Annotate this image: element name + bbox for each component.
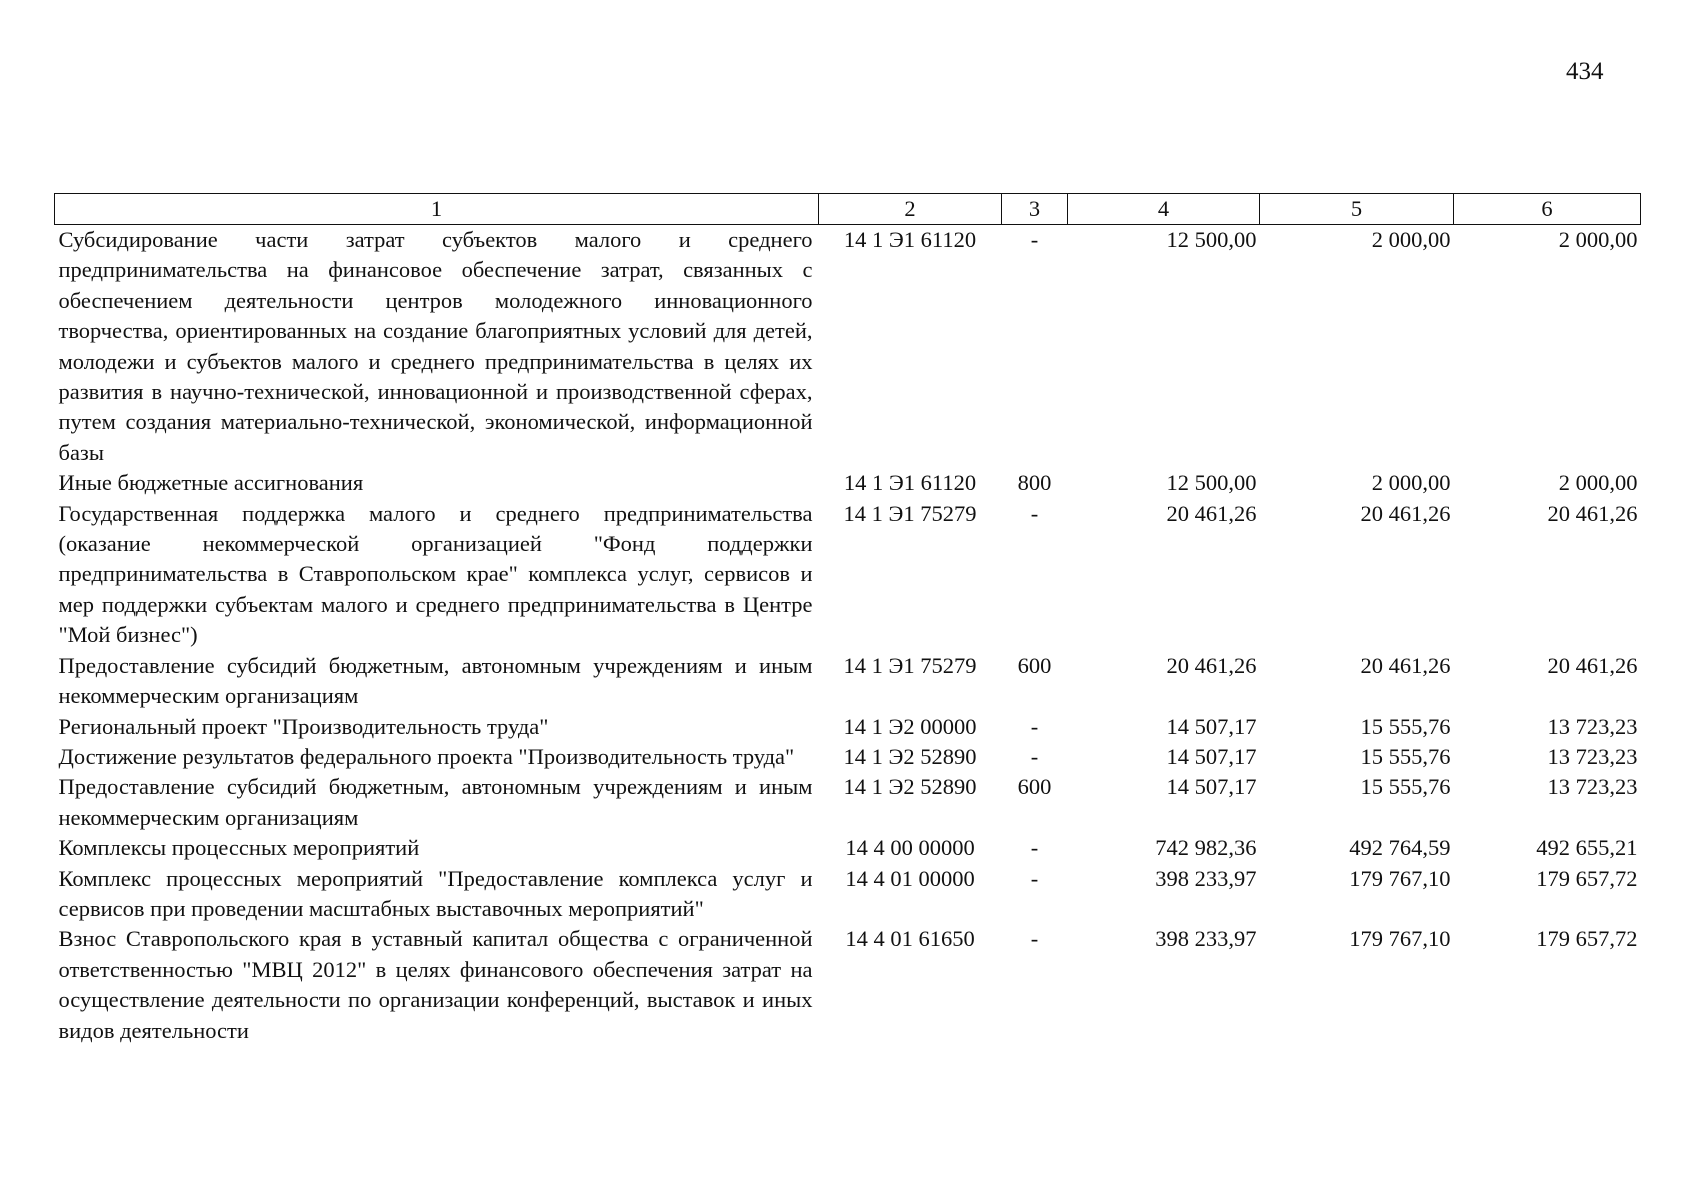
row-code: 14 1 Э1 61120 <box>843 227 977 252</box>
column-header-1: 1 <box>55 194 819 225</box>
row-name: Государственная поддержка малого и среднего предпринимательства (оказание некоммерческой организацией "Фонд поддержки предпринимательства в Ставропольском крае" комплекса услуг, сервисов и мер поддержки субъектам малого и среднего предпринимательства в Центре "Мой бизнес") <box>58 500 813 648</box>
row-expense-type: - <box>1030 865 1039 891</box>
row-name: Предоставление субсидий бюджетным, автономным учреждениям и иным некоммерческим организациям <box>58 774 813 830</box>
row-value-5: 492 764,59 <box>1349 835 1451 861</box>
row-code: 14 1 Э2 00000 <box>843 713 977 739</box>
row-name: Предоставление субсидий бюджетным, автономным учреждениям и иным некоммерческим организациям <box>58 652 813 709</box>
table-row <box>55 712 1641 742</box>
row-code: 14 1 Э1 75279 <box>843 652 977 678</box>
table-header <box>55 194 1641 225</box>
row-value-5: 179 767,10 <box>1349 926 1451 952</box>
row-value-5: 15 555,76 <box>1360 743 1451 769</box>
row-code: 14 1 Э2 52890 <box>843 743 977 769</box>
row-value-6: 13 723,23 <box>1547 743 1638 769</box>
row-value-4: 20 461,26 <box>1166 652 1257 678</box>
row-value-6: 20 461,26 <box>1547 500 1638 526</box>
table-row <box>55 742 1641 772</box>
row-expense-type: - <box>1030 227 1039 252</box>
row-name: Иные бюджетные ассигнования <box>58 470 364 496</box>
row-code: 14 1 Э2 52890 <box>843 774 977 800</box>
table-body <box>55 225 1641 1046</box>
row-code: 14 4 01 61650 <box>845 926 975 952</box>
row-value-4: 14 507,17 <box>1166 713 1257 739</box>
row-value-5: 15 555,76 <box>1360 774 1451 800</box>
table-row <box>55 225 1641 469</box>
row-code: 14 1 Э1 61120 <box>843 470 977 496</box>
row-name: Комплексы процессных мероприятий <box>58 835 420 861</box>
row-value-5: 20 461,26 <box>1360 652 1451 678</box>
table-row <box>55 651 1641 712</box>
table-row <box>55 772 1641 833</box>
row-value-6: 492 655,21 <box>1536 835 1638 861</box>
row-name: Взнос Ставропольского края в уставный капитал общества с ограниченной ответственностью "МВЦ 2012" в целях финансового обеспечения затрат на осуществление деятельности по организации конференций, выставок и иных видов деятельности <box>58 926 813 1043</box>
row-name: Региональный проект "Производительность труда" <box>58 713 549 739</box>
row-value-5: 20 461,26 <box>1360 500 1451 526</box>
row-value-6: 13 723,23 <box>1547 774 1638 800</box>
row-value-5: 2 000,00 <box>1371 227 1451 252</box>
row-name: Комплекс процессных мероприятий "Предоставление комплекса услуг и сервисов при проведении масштабных выставочных мероприятий" <box>58 865 813 921</box>
column-header-6: 6 <box>1454 194 1641 225</box>
table-row <box>55 864 1641 925</box>
row-expense-type: 600 <box>1017 774 1052 800</box>
page-number: 434 <box>1566 58 1604 85</box>
row-name: Достижение результатов федерального проекта "Производительность труда" <box>58 743 795 769</box>
row-name: Субсидирование части затрат субъектов малого и среднего предпринимательства на финансовое обеспечение затрат, связанных с обеспечением деятельности центров молодежного инновационного творчества, ориентированных на создание благоприятных условий для детей, молодежи и субъектов малого и среднего предпринимательства в целях их развития в научно-технической, инновационной и производственной сферах, путем создания материально-технической, экономической, информационной базы <box>58 227 813 465</box>
column-header-5: 5 <box>1260 194 1454 225</box>
row-expense-type: - <box>1030 835 1039 861</box>
budget-table <box>54 193 1641 1046</box>
row-expense-type: 600 <box>1017 652 1052 678</box>
row-value-4: 398 233,97 <box>1155 926 1257 952</box>
row-value-6: 179 657,72 <box>1536 926 1638 952</box>
table-row <box>55 468 1641 498</box>
column-header-2: 2 <box>819 194 1002 225</box>
row-value-5: 15 555,76 <box>1360 713 1451 739</box>
row-value-4: 14 507,17 <box>1166 774 1257 800</box>
row-expense-type: - <box>1030 926 1039 952</box>
row-value-5: 179 767,10 <box>1349 865 1451 891</box>
table-row <box>55 833 1641 863</box>
row-code: 14 4 00 00000 <box>845 835 975 861</box>
table-row <box>55 499 1641 651</box>
row-value-4: 20 461,26 <box>1166 500 1257 526</box>
table-row <box>55 924 1641 1046</box>
row-value-4: 12 500,00 <box>1166 227 1257 252</box>
row-value-5: 2 000,00 <box>1371 470 1451 496</box>
column-header-3: 3 <box>1002 194 1068 225</box>
row-code: 14 4 01 00000 <box>845 865 975 891</box>
header-row <box>55 194 1641 225</box>
row-value-4: 14 507,17 <box>1166 743 1257 769</box>
row-value-4: 398 233,97 <box>1155 865 1257 891</box>
row-expense-type: - <box>1030 500 1039 526</box>
row-value-6: 2 000,00 <box>1558 470 1638 496</box>
row-value-4: 12 500,00 <box>1166 470 1257 496</box>
row-value-4: 742 982,36 <box>1155 835 1257 861</box>
row-expense-type: 800 <box>1017 470 1052 496</box>
row-value-6: 20 461,26 <box>1547 652 1638 678</box>
row-value-6: 2 000,00 <box>1558 227 1638 252</box>
row-value-6: 179 657,72 <box>1536 865 1638 891</box>
column-header-4: 4 <box>1068 194 1260 225</box>
row-value-6: 13 723,23 <box>1547 713 1638 739</box>
row-expense-type: - <box>1030 743 1039 769</box>
row-code: 14 1 Э1 75279 <box>843 500 977 526</box>
row-expense-type: - <box>1030 713 1039 739</box>
